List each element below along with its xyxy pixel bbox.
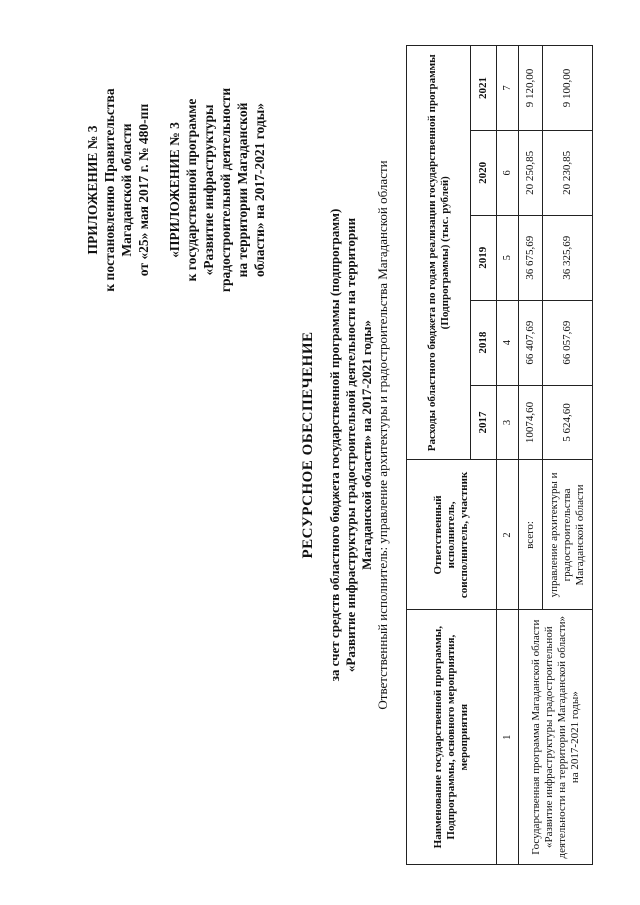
col-header-expenses: Расходы областного бюджета по годам реализации государственной программы (Подпрограммы) (тыс. рублей) [407,46,471,461]
col-number: 2 [497,460,519,610]
header-line: ПРИЛОЖЕНИЕ № 3 [85,125,100,255]
col-number: 5 [497,215,519,300]
document-title [300,185,375,705]
executor-cell: всего: [519,460,543,610]
executor-cell: управление архитектуры и градостроительства Магаданской области [543,460,593,610]
resource-table [406,45,593,865]
value-cell: 20 230,85 [543,130,593,215]
table-row [519,46,543,865]
header-line: «ПРИЛОЖЕНИЕ № 3 [167,122,182,258]
title-sub-line: «Развитие инфраструктуры градостроительной деятельности на территории [343,217,358,673]
header-line: «Развитие инфраструктуры [201,104,216,276]
header-line: к государственной программе [184,98,199,282]
col-number: 3 [497,385,519,460]
col-number: 4 [497,300,519,385]
col-number: 6 [497,130,519,215]
header-line: области» на 2017-2021 годы» [252,102,267,278]
value-cell: 9 120,00 [519,46,543,131]
value-cell: 36 325,69 [543,215,593,300]
value-cell: 66 407,69 [519,300,543,385]
title-sub-line: за счет средств областного бюджета государственной программы (подпрограмм) [327,208,342,682]
title-main: РЕСУРСНОЕ ОБЕСПЕЧЕНИЕ [300,331,316,559]
year-header: 2019 [471,215,497,300]
program-name: Государственная программа Магаданской области «Развитие инфраструктуры градостроительной деятельности на территории Магаданской области» на 2017-2021 годы» [519,610,593,865]
year-header: 2021 [471,46,497,131]
header-line: от «25» мая 2017 г. № 480-пп [136,103,151,277]
value-cell: 10074,60 [519,385,543,460]
header-line: градостроительной деятельности [218,87,233,293]
col-number: 1 [497,610,519,865]
header-line: к постановлению Правительства [102,88,117,292]
responsible-executor: Ответственный исполнитель: управление архитектуры и градостроительства Магаданской области [375,160,390,710]
title-sub-line: Магаданской области» на 2017-2021 годы» [359,320,374,570]
value-cell: 5 624,60 [543,385,593,460]
value-cell: 36 675,69 [519,215,543,300]
header-line: Магаданской области [119,123,134,257]
year-header: 2018 [471,300,497,385]
appendix-header [84,75,268,305]
header-line: на территории Магаданской [235,102,250,278]
col-header-executor: Ответственный исполнитель, соисполнитель, участник [407,460,497,610]
value-cell: 66 057,69 [543,300,593,385]
value-cell: 20 250,85 [519,130,543,215]
year-header: 2017 [471,385,497,460]
value-cell: 9 100,00 [543,46,593,131]
col-number: 7 [497,46,519,131]
year-header: 2020 [471,130,497,215]
col-header-name: Наименование государственной программы, Подпрограммы, основного мероприятия, мероприятия [407,610,497,865]
